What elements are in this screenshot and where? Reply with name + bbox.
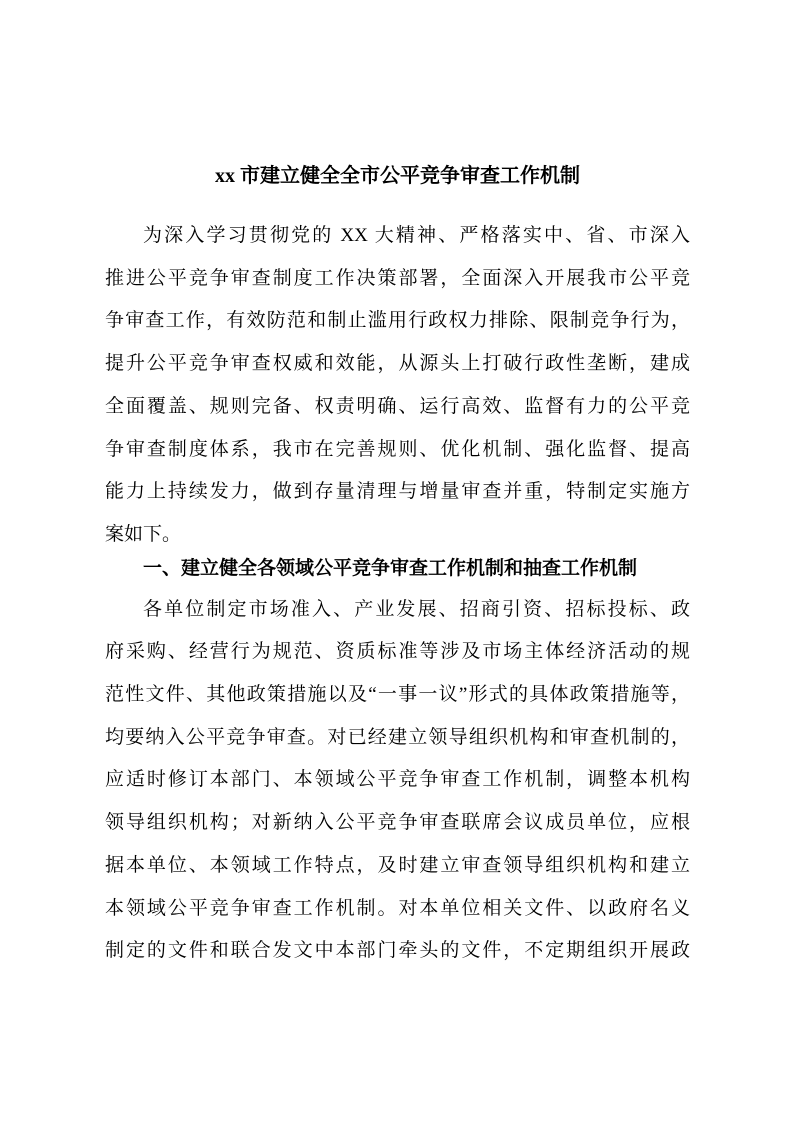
text-line: 案如下。 xyxy=(105,523,182,545)
text-line: 能力上持续发力，做到存量清理与增量审查并重，特制定实施方 xyxy=(105,481,690,503)
paragraph-intro xyxy=(105,215,690,557)
document-title: xx 市建立健全全市公平竞争审查工作机制 xyxy=(215,165,580,187)
text-line: 府采购、经营行为规范、资质标准等涉及市场主体经济活动的规 xyxy=(105,641,690,663)
text-line: 提升公平竞争审查权威和效能，从源头上打破行政性垄断，建成 xyxy=(105,353,690,375)
text-line: 均要纳入公平竞争审查。对已经建立领导组织机构和审查机制的， xyxy=(105,726,690,748)
text-line: 全面覆盖、规则完备、权责明确、运行高效、监督有力的公平竞 xyxy=(105,395,690,417)
text-line: 推进公平竞争审查制度工作决策部署，全面深入开展我市公平竞 xyxy=(105,267,690,289)
text-line: 为深入学习贯彻党的 XX 大精神、严格落实中、省、市深入 xyxy=(143,225,690,246)
text-line: 领导组织机构；对新纳入公平竞争审查联席会议成员单位，应根 xyxy=(105,812,690,834)
paragraph-section-1-body xyxy=(105,589,690,973)
text-line: 各单位制定市场准入、产业发展、招商引资、招标投标、政 xyxy=(143,598,690,620)
text-line: 本领域公平竞争审查工作机制。对本单位相关文件、以政府名义 xyxy=(105,897,690,919)
text-line: 应适时修订本部门、本领域公平竞争审查工作机制，调整本机构 xyxy=(105,769,690,791)
text-line: 据本单位、本领域工作特点，及时建立审查领导组织机构和建立 xyxy=(105,854,690,876)
text-line: 争审查工作，有效防范和制止滥用行政权力排除、限制竞争行为， xyxy=(105,310,690,332)
text-line: 制定的文件和联合发文中本部门牵头的文件，不定期组织开展政 xyxy=(105,940,690,962)
section-heading-1: 一、建立健全各领域公平竞争审查工作机制和抽查工作机制 xyxy=(143,557,638,579)
text-line: 范性文件、其他政策措施以及“一事一议”形式的具体政策措施等， xyxy=(105,684,690,706)
text-line: 争审查制度体系，我市在完善规则、优化机制、强化监督、提高 xyxy=(105,438,690,460)
